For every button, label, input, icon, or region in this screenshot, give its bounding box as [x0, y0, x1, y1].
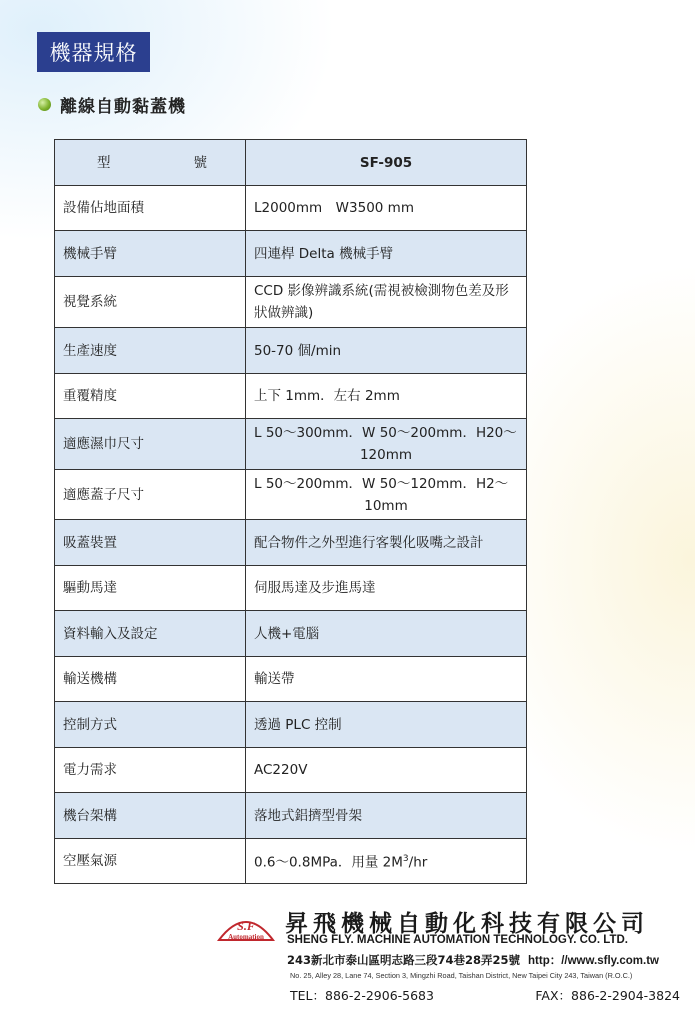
row-value: 輸送帶: [246, 657, 527, 702]
header-label-cell: [55, 140, 246, 186]
table-row: [55, 419, 527, 470]
air-supply-superscript: 3: [402, 854, 409, 865]
row-value-line2: 狀做辨識): [254, 305, 314, 321]
row-value: 伺服馬達及步進馬達: [246, 566, 527, 611]
row-value: AC220V: [246, 748, 527, 793]
air-supply-value: 0.6～0.8MPa．用量 2M: [254, 854, 403, 871]
row-label: 生產速度: [55, 328, 246, 374]
row-value-line2: 120mm: [359, 447, 413, 463]
table-row: [55, 374, 527, 419]
telephone: TEL：886-2-2906-5683: [290, 988, 434, 1003]
row-label: 驅動馬達: [55, 566, 246, 611]
fax: FAX：886-2-2904-3824: [535, 988, 680, 1003]
row-value: 配合物件之外型進行客製化吸嘴之設計: [246, 520, 527, 566]
header-label-left: 型: [97, 154, 111, 171]
sf-automation-logo: [215, 910, 277, 942]
row-label: 適應濕巾尺寸: [55, 419, 246, 470]
table-row: [55, 657, 527, 702]
table-row: [55, 566, 527, 611]
table-row: [55, 328, 527, 374]
row-label: 視覺系統: [55, 277, 246, 328]
row-value: [246, 470, 527, 520]
product-name: 離線自動黏蓋機: [60, 97, 186, 117]
row-label: 機械手臂: [55, 231, 246, 277]
row-value-line1: L 50～200mm．W 50～120mm．H2～: [254, 475, 509, 492]
row-label: 機台架構: [55, 793, 246, 839]
table-row: [55, 231, 527, 277]
table-row: [55, 520, 527, 566]
row-label: 吸蓋裝置: [55, 520, 246, 566]
row-value-line1: L 50～300mm．W 50～200mm．H20～: [254, 425, 517, 441]
table-row: [55, 793, 527, 839]
address-cn: 243新北市泰山區明志路三段74巷28弄25號: [287, 953, 521, 967]
air-supply-unit: /hr: [408, 854, 428, 871]
company-footer: [215, 905, 680, 1005]
table-header-row: [55, 140, 527, 186]
row-value: 上下 1mm．左右 2mm: [246, 374, 527, 419]
row-value: L2000mm W3500 mm: [246, 186, 527, 231]
spec-table: [54, 139, 527, 884]
website-link[interactable]: http：//www.sfly.com.tw: [528, 955, 659, 967]
row-value: [246, 839, 527, 884]
model-number: SF-905: [246, 140, 527, 186]
product-heading: [38, 92, 186, 117]
row-label: 資料輸入及設定: [55, 611, 246, 657]
table-row: [55, 186, 527, 231]
row-value-line2: 10mm: [364, 497, 408, 514]
address-en: No. 25, Alley 28, Lane 74, Section 3, Mingzhi Road, Taishan District, New Taipei City 243, Taiwan (R.O.C.): [290, 971, 633, 980]
address-line: [287, 952, 659, 968]
row-label: 輸送機構: [55, 657, 246, 702]
row-value: 50-70 個/min: [246, 328, 527, 374]
table-row: [55, 702, 527, 748]
row-value: [246, 419, 527, 470]
row-label: 設備佔地面積: [55, 186, 246, 231]
company-name-en: SHENG FLY. MACHINE AUTOMATION TECHNOLOGY. CO. LTD.: [287, 934, 628, 946]
row-label: 重覆精度: [55, 374, 246, 419]
row-label: 空壓氣源: [55, 839, 246, 884]
row-value-line1: CCD 影像辨識系統(需視被檢測物色差及形: [254, 283, 509, 299]
row-label: 適應蓋子尺寸: [55, 470, 246, 520]
row-value: 落地式鋁擠型骨架: [246, 793, 527, 839]
row-value: [246, 277, 527, 328]
row-label: 電力需求: [55, 748, 246, 793]
table-row: [55, 277, 527, 328]
table-row: [55, 748, 527, 793]
table-row: [55, 470, 527, 520]
table-row: [55, 611, 527, 657]
row-label: 控制方式: [55, 702, 246, 748]
row-value: 四連桿 Delta 機械手臂: [246, 231, 527, 277]
green-bullet-icon: [38, 98, 51, 111]
table-row: [55, 839, 527, 884]
header-label-right: 號: [193, 154, 207, 171]
logo-text-top: S.F: [237, 919, 255, 933]
row-value: 人機+電腦: [246, 611, 527, 657]
company-name-cn: 昇飛機械自動化科技有限公司: [285, 911, 649, 937]
section-title: 機器規格: [37, 32, 150, 72]
logo-text-bottom: Automation: [228, 933, 264, 941]
row-value: 透過 PLC 控制: [246, 702, 527, 748]
